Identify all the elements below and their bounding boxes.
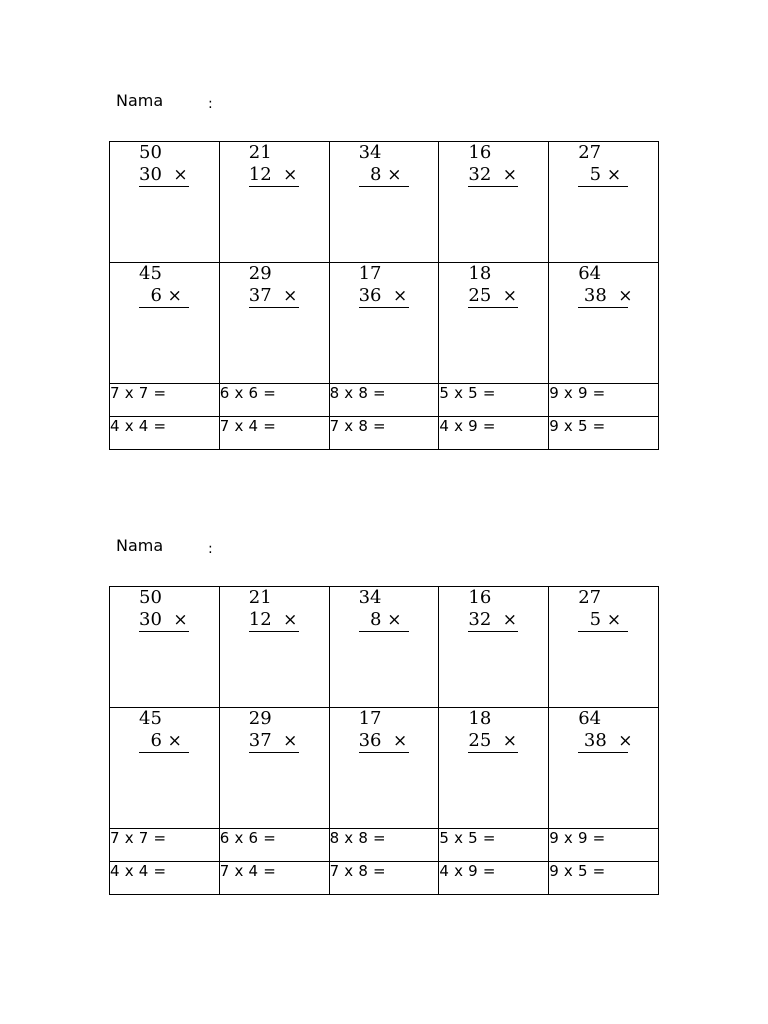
times-sign: × [502, 731, 517, 751]
multiplier-line [249, 730, 299, 753]
times-sign: × [283, 610, 298, 630]
multiplier: 37 [248, 285, 272, 306]
multiplier: 30 [139, 609, 162, 630]
multiplicand: 17 [358, 263, 382, 284]
name-colon: : [208, 541, 213, 557]
multiplication-problem [468, 142, 518, 187]
multiplicand: 18 [468, 263, 492, 284]
multiplier-line [578, 609, 628, 632]
times-sign: × [392, 286, 408, 306]
multiplicand: 64 [578, 263, 602, 284]
problem-cell [110, 587, 220, 708]
multiplier: 6 [150, 730, 162, 751]
multiplication-problem [249, 263, 299, 308]
multiplication-problem [139, 263, 189, 308]
multiplier: 37 [248, 730, 272, 751]
multiplier-line [139, 164, 189, 187]
fact-cell: 5 x 5 = [439, 384, 549, 417]
problem-cell [329, 587, 439, 708]
times-sign: × [387, 610, 402, 630]
name-field-row [116, 91, 213, 110]
problem-cell [219, 587, 329, 708]
multiplier: 25 [468, 730, 492, 751]
problem-cell [110, 263, 220, 384]
problem-cell [439, 708, 549, 829]
fact-cell: 6 x 6 = [219, 829, 329, 862]
fact-cell: 7 x 7 = [110, 384, 220, 417]
exercise-table [109, 141, 659, 450]
multiplication-problem [249, 708, 299, 753]
problem-cell [439, 263, 549, 384]
problem-cell [219, 142, 329, 263]
multiplicand: 21 [248, 142, 272, 163]
multiplier-line [139, 285, 189, 308]
fact-cell: 7 x 8 = [329, 862, 439, 895]
fact-cell: 8 x 8 = [329, 384, 439, 417]
problem-cell [110, 708, 220, 829]
multiplicand: 18 [468, 708, 492, 729]
name-field-row [116, 536, 213, 555]
multiplier: 32 [468, 164, 492, 185]
fact-cell: 7 x 7 = [110, 829, 220, 862]
multiplier: 5 [589, 609, 602, 630]
facts-row [110, 384, 659, 417]
multiplier: 38 [583, 285, 607, 306]
multiplication-problem [139, 587, 189, 632]
times-sign: × [283, 731, 298, 751]
multiplication-problem [139, 708, 189, 753]
multiplier-line [578, 164, 628, 187]
multiplication-problem [359, 263, 409, 308]
problem-cell [329, 142, 439, 263]
times-sign: × [173, 165, 188, 185]
times-sign: × [283, 286, 298, 306]
fact-cell: 9 x 9 = [549, 829, 659, 862]
times-sign: × [167, 731, 182, 751]
times-sign: × [387, 165, 402, 185]
multiplier-line [359, 285, 409, 308]
multiplier-line [359, 609, 409, 632]
fact-cell: 7 x 4 = [219, 862, 329, 895]
name-label: Nama [116, 91, 164, 110]
multiplier-line [359, 164, 409, 187]
multiplication-problem [359, 142, 409, 187]
multiplier-line [359, 730, 409, 753]
multiplicand: 45 [139, 263, 162, 284]
problem-cell [219, 708, 329, 829]
multiplicand: 17 [358, 708, 382, 729]
facts-row [110, 862, 659, 895]
facts-row [110, 829, 659, 862]
times-sign: × [173, 610, 188, 630]
multiplier-line [578, 285, 633, 308]
multiplier: 25 [468, 285, 492, 306]
multiplicand: 21 [248, 587, 272, 608]
fact-cell: 7 x 4 = [219, 417, 329, 450]
multiplication-problem [578, 263, 633, 308]
multiplier: 12 [248, 164, 272, 185]
multiplicand: 50 [139, 587, 162, 608]
multiplication-problem [359, 587, 409, 632]
fact-cell: 9 x 5 = [549, 417, 659, 450]
multiplier-line [249, 164, 299, 187]
multiplicand: 27 [578, 587, 602, 608]
problem-cell [219, 263, 329, 384]
name-colon: : [208, 96, 213, 112]
facts-row [110, 417, 659, 450]
multiplicand: 45 [139, 708, 162, 729]
multiplicand: 50 [139, 142, 162, 163]
multiplicand: 27 [578, 142, 602, 163]
multiplication-problem [468, 263, 518, 308]
multiplier: 5 [589, 164, 602, 185]
fact-cell: 4 x 9 = [439, 862, 549, 895]
name-label: Nama [116, 536, 164, 555]
multiplication-row [110, 142, 659, 263]
multiplier: 30 [139, 164, 162, 185]
fact-cell: 5 x 5 = [439, 829, 549, 862]
times-sign: × [502, 165, 517, 185]
multiplier-line [468, 609, 518, 632]
times-sign: × [502, 286, 517, 306]
multiplier-line [468, 285, 518, 308]
times-sign: × [606, 165, 622, 185]
multiplier-line [468, 730, 518, 753]
problem-cell [549, 587, 659, 708]
fact-cell: 4 x 4 = [110, 417, 220, 450]
problem-cell [549, 708, 659, 829]
multiplicand: 64 [578, 708, 602, 729]
multiplication-problem [578, 708, 633, 753]
multiplicand: 34 [358, 587, 382, 608]
multiplication-problem [468, 587, 518, 632]
multiplication-problem [249, 142, 299, 187]
fact-cell: 4 x 9 = [439, 417, 549, 450]
problem-cell [439, 142, 549, 263]
problem-cell [329, 263, 439, 384]
multiplier: 38 [583, 730, 607, 751]
multiplication-problem [359, 708, 409, 753]
multiplier: 12 [248, 609, 272, 630]
multiplier-line [468, 164, 518, 187]
multiplication-row [110, 263, 659, 384]
times-sign: × [606, 610, 622, 630]
multiplier: 6 [150, 285, 162, 306]
fact-cell: 9 x 9 = [549, 384, 659, 417]
fact-cell: 8 x 8 = [329, 829, 439, 862]
multiplicand: 29 [248, 708, 272, 729]
multiplier-line [139, 730, 189, 753]
fact-cell: 6 x 6 = [219, 384, 329, 417]
multiplication-row [110, 708, 659, 829]
multiplier: 36 [358, 285, 382, 306]
times-sign: × [502, 610, 517, 630]
problem-cell [439, 587, 549, 708]
multiplier: 32 [468, 609, 492, 630]
times-sign: × [618, 731, 633, 751]
times-sign: × [618, 286, 633, 306]
multiplier-line [249, 609, 299, 632]
multiplicand: 34 [358, 142, 382, 163]
fact-cell: 4 x 4 = [110, 862, 220, 895]
multiplier-line [249, 285, 299, 308]
fact-cell: 9 x 5 = [549, 862, 659, 895]
multiplicand: 16 [468, 587, 492, 608]
times-sign: × [283, 165, 298, 185]
multiplication-problem [468, 708, 518, 753]
multiplication-problem [139, 142, 189, 187]
problem-cell [549, 263, 659, 384]
problem-cell [329, 708, 439, 829]
multiplier: 8 [370, 609, 382, 630]
problem-cell [110, 142, 220, 263]
times-sign: × [167, 286, 182, 306]
times-sign: × [392, 731, 408, 751]
multiplication-problem [249, 587, 299, 632]
fact-cell: 7 x 8 = [329, 417, 439, 450]
multiplicand: 29 [248, 263, 272, 284]
multiplier: 8 [370, 164, 382, 185]
multiplication-problem [578, 142, 628, 187]
problem-cell [549, 142, 659, 263]
multiplicand: 16 [468, 142, 492, 163]
multiplier-line [578, 730, 633, 753]
multiplier: 36 [358, 730, 382, 751]
multiplication-row [110, 587, 659, 708]
exercise-table [109, 586, 659, 895]
multiplication-problem [578, 587, 628, 632]
multiplier-line [139, 609, 189, 632]
